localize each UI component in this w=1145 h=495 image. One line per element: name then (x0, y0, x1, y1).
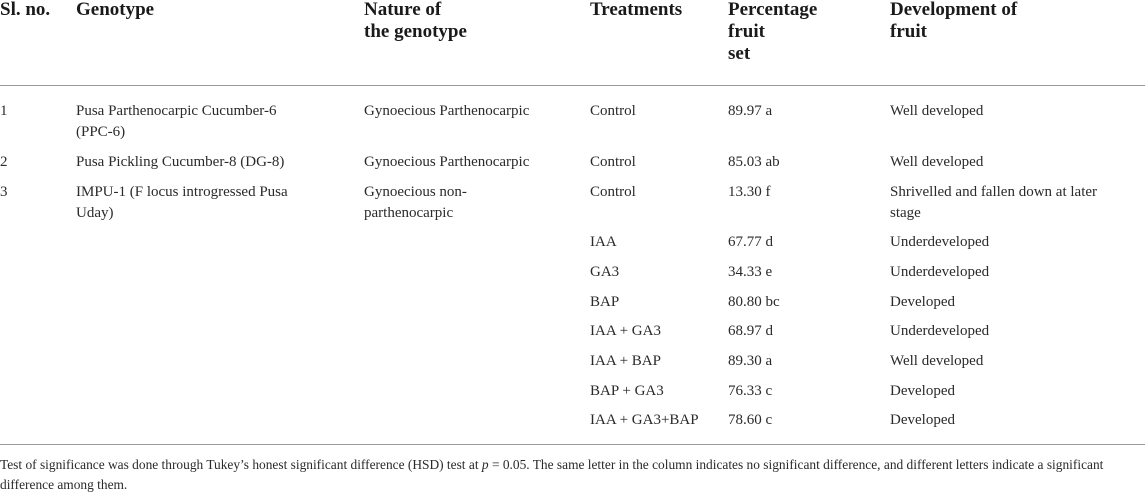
row-development: Well developed (890, 353, 984, 369)
row-nature: Gynoecious Parthenocarpic (364, 103, 530, 119)
row-development: Shrivelled and fallen down at later (890, 184, 1098, 200)
row-development: Developed (890, 383, 955, 399)
row-percentage: 76.33 c (728, 383, 773, 399)
row-percentage: 34.33 e (728, 264, 773, 280)
row-percentage: 80.80 bc (728, 294, 780, 310)
header-percentage: Percentage fruit set (728, 0, 818, 64)
table-header (0, 0, 1145, 84)
row-development: Underdeveloped (890, 234, 990, 250)
row-treatment: Control (590, 184, 636, 200)
row-genotype: IMPU-1 (F locus introgressed Pusa (76, 184, 288, 200)
row-nature: Gynoecious non- (364, 184, 467, 200)
row-development: Underdeveloped (890, 264, 990, 280)
footnote-text-1: Test of significance was done through Tukey’s honest significant difference (HSD) test at (0, 457, 482, 472)
table-footnote (0, 455, 1140, 495)
row-treatment: Control (590, 103, 636, 119)
row-treatment: IAA + GA3+BAP (590, 412, 699, 428)
row-genotype: Pusa Parthenocarpic Cucumber-6 (76, 103, 277, 119)
header-treatments: Treatments (590, 0, 683, 20)
header-nature: Nature of the genotype (364, 0, 467, 42)
footnote-text-2: = 0.05. The same letter in the column indicates no significant difference, and different letters indicate a significant difference among them. (0, 457, 1104, 492)
header-sl-no: Sl. no. (0, 0, 51, 20)
row-development: Well developed (890, 154, 984, 170)
row-treatment: Control (590, 154, 636, 170)
row-sl: 2 (0, 154, 8, 170)
row-nature-cont: parthenocarpic (364, 205, 454, 221)
row-treatment: BAP + GA3 (590, 383, 664, 399)
row-sl: 1 (0, 103, 8, 119)
row-genotype-cont: Uday) (76, 205, 114, 221)
row-development: Well developed (890, 103, 984, 119)
row-percentage: 89.97 a (728, 103, 773, 119)
header-genotype: Genotype (76, 0, 155, 20)
row-genotype: Pusa Pickling Cucumber-8 (DG-8) (76, 154, 285, 170)
row-percentage: 67.77 d (728, 234, 773, 250)
row-development: Developed (890, 412, 955, 428)
row-development-cont: stage (890, 205, 921, 221)
row-percentage: 85.03 ab (728, 154, 780, 170)
row-development: Developed (890, 294, 955, 310)
row-treatment: BAP (590, 294, 620, 310)
row-treatment: IAA + GA3 (590, 323, 661, 339)
row-genotype-cont: (PPC-6) (76, 124, 126, 140)
footnote-p-symbol: p (481, 457, 489, 472)
row-development: Underdeveloped (890, 323, 990, 339)
header-rule (0, 85, 1145, 86)
row-nature: Gynoecious Parthenocarpic (364, 154, 530, 170)
row-treatment: GA3 (590, 264, 620, 280)
row-percentage: 68.97 d (728, 323, 773, 339)
row-percentage: 78.60 c (728, 412, 773, 428)
row-treatment: IAA + BAP (590, 353, 661, 369)
row-percentage: 89.30 a (728, 353, 773, 369)
header-development: Development of fruit (890, 0, 1018, 42)
row-sl: 3 (0, 184, 8, 200)
row-percentage: 13.30 f (728, 184, 771, 200)
row-treatment: IAA (590, 234, 617, 250)
table-bottom-rule (0, 444, 1145, 445)
